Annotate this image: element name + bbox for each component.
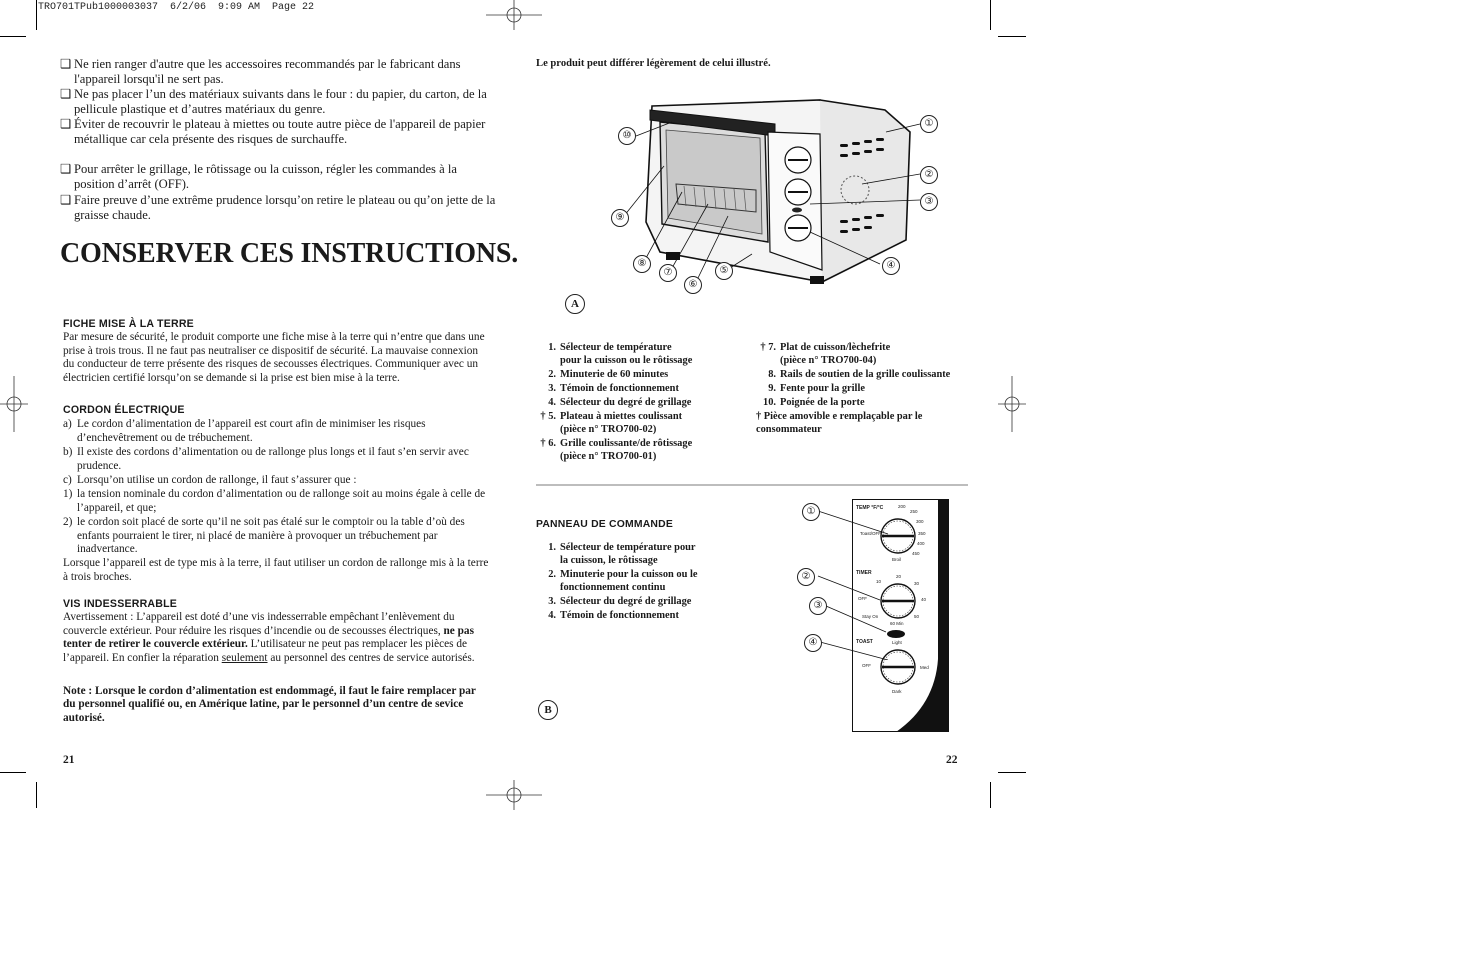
list-item: b) Il existe des cordons d’alimentation ou de rallonge plus longs et il faut s’en servir avec prudence. — [63, 446, 469, 472]
section-heading: VIS INDESSERRABLE — [63, 598, 178, 610]
cord-section — [63, 404, 491, 584]
stay-on-label: Stay On — [862, 614, 879, 619]
print-slug: TRO701TPub1000003037 6/2/06 9:09 AM Page 22 — [38, 2, 315, 13]
legend-item: 4. Sélecteur du degré de grillage — [548, 397, 692, 408]
safety-bullet: ❑ Ne pas placer l’un des matériaux suivants dans le four : du papier, du carton, de la pellicule plastique et d’autres matériaux du genre. — [60, 87, 487, 116]
legend-item: 1. Sélecteur de température pour la cuisson, le rôtissage — [548, 542, 696, 566]
callout-10: ⑩ — [618, 127, 636, 145]
toast-tick: Dark — [892, 689, 902, 694]
screw-section — [63, 598, 491, 665]
section-divider — [536, 484, 968, 486]
temp-tick: 250 — [910, 509, 918, 514]
page-number-left: 21 — [63, 754, 75, 766]
safety-bullet: ❑ Faire preuve d’une extrême prudence lorsqu’on retire le plateau ou qu’on jette de la graisse chaude. — [60, 193, 496, 222]
control-panel-heading: PANNEAU DE COMMANDE — [536, 519, 673, 530]
registration-mark-left — [0, 376, 28, 432]
temp-tick: 300 — [916, 519, 924, 524]
panel-callout-4: ④ — [804, 634, 822, 652]
section-heading: CORDON ÉLECTRIQUE — [63, 404, 185, 416]
panel-callout-2: ② — [797, 568, 815, 586]
timer-tick: 20 — [896, 574, 902, 579]
parts-legend-left — [536, 341, 746, 463]
toast-tick: Light — [892, 640, 902, 645]
registration-mark-top — [486, 0, 542, 30]
legend-item: 1. Sélecteur de température pour la cuisson ou le rôtissage — [548, 342, 693, 366]
safety-bullet: ❑ Ne rien ranger d'autre que les accessoires recommandés par le fabricant dans l'appareil lorsqu'il ne sert pas. — [60, 57, 461, 86]
paragraph: Avertissement : L’appareil est doté d’une vis indesserrable empêchant l’enlèvement du couvercle extérieur. Pour réduire les risques d’incendie ou de secousses électriques, ne pas tenter de retirer le couvercle extérieur. L’utilisateur ne peut pas remplacer les pièces de l’appareil. En confier la réparation seulement au personnel des centres de service autorisés. — [63, 611, 475, 664]
callout-8: ⑧ — [633, 255, 651, 273]
section-heading: FICHE MISE À LA TERRE — [63, 318, 194, 330]
toast-tick: Med — [920, 665, 929, 670]
temp-tick: 450 — [912, 551, 920, 556]
temp-tick: 200 — [898, 504, 906, 509]
legend-item: 3. Sélecteur du degré de grillage — [548, 596, 692, 607]
temp-tick: 400 — [917, 541, 925, 546]
legend-item: 2. Minuterie pour la cuisson ou le fonctionnement continu — [548, 569, 698, 593]
callout-7: ⑦ — [659, 264, 677, 282]
dial-label-toast: TOAST — [856, 639, 873, 645]
panel-callout-1: ① — [802, 503, 820, 521]
legend-item: 2. Minuterie de 60 minutes — [548, 369, 669, 380]
registration-mark-right — [998, 376, 1026, 432]
paragraph: Par mesure de sécurité, le produit comporte une fiche mise à la terre qui n’entre que dans une prise à trois trous. Il ne faut pas neutraliser ce dispositif de sécurité. La mauvaise connexion du conducteur de terre présente des risques de secousses électriques. Communiquer avec un électricien certifié lorsqu’on se demande si la prise est bien mise à la terre. — [63, 331, 485, 384]
timer-tick: 30 — [914, 581, 920, 586]
safety-bullet: ❑ Éviter de recouvrir le plateau à miettes ou toute autre pièce de l'appareil de papier métallique car cela présente des risques de surchauffe. — [60, 117, 486, 146]
parts-legend-right — [756, 341, 971, 436]
list-item: 1) la tension nominale du cordon d’alimentation ou de rallonge soit au moins égale à celle de l’appareil, et que; — [63, 488, 486, 514]
figure-b-label: B — [538, 700, 558, 720]
callout-9: ⑨ — [611, 209, 629, 227]
grounded-plug-section — [63, 318, 491, 385]
timer-tick: 60 Min — [890, 621, 904, 626]
note: Note : Lorsque le cordon d’alimentation est endommagé, il faut le faire remplacer par du personnel qualifié ou, en Amérique latine, par le personnel d’un centre de sevice autorisé. — [63, 685, 476, 724]
callout-3: ③ — [920, 193, 938, 211]
legend-item: 8. Rails de soutien de la grille coulissante — [768, 369, 951, 380]
callout-4: ④ — [882, 257, 900, 275]
legend-item: † 6. Grille coulissante/de rôtissage (pièce n° TRO700-01) — [540, 438, 693, 462]
registration-mark-bottom — [486, 780, 542, 810]
list-item: c) Lorsqu’on utilise un cordon de rallonge, il faut s’assurer que : — [63, 474, 357, 487]
dial-label-timer: TIMER — [856, 570, 872, 576]
callout-2: ② — [920, 166, 938, 184]
page-title: CONSERVER CES INSTRUCTIONS. — [60, 238, 519, 269]
safety-bullet: ❑ Pour arrêter le grillage, le rôtissage ou la cuisson, régler les commandes à la position d’arrêt (OFF). — [60, 162, 457, 191]
toast-off-label: OFF — [862, 663, 871, 668]
legend-footnote: † Pièce amovible e remplaçable par le consommateur — [756, 411, 923, 435]
control-panel-list — [536, 541, 736, 622]
temp-tick: 350 — [918, 531, 926, 536]
illustration-note: Le produit peut différer légèrement de celui illustré. — [536, 58, 771, 69]
callout-6: ⑥ — [684, 276, 702, 294]
list-item: 2) le cordon soit placé de sorte qu’il ne soit pas étalé sur le comptoir ou la table d’où des enfants pourraient le tirer, ni placé de manière à provoquer un trébuchement par inadvertance. — [63, 516, 465, 556]
list-item: a) Le cordon d’alimentation de l’appareil est court afin de minimiser les risques d’enchevêtrement ou de trébuchement. — [63, 418, 426, 444]
temp-off-label: Toast/OFF — [860, 531, 882, 536]
legend-item: † 7. Plat de cuisson/lèchefrite (pièce n° TRO700-04) — [760, 342, 891, 366]
paragraph: Lorsque l’appareil est de type mis à la terre, il faut utiliser un cordon de rallonge mis à la terre à trois broches. — [63, 557, 489, 583]
legend-item: † 5. Plateau à miettes coulissant (pièce n° TRO700-02) — [540, 411, 683, 435]
timer-tick: 10 — [876, 579, 882, 584]
timer-off-label: OFF — [858, 596, 867, 601]
callout-5: ⑤ — [715, 262, 733, 280]
legend-item: 9. Fente pour la grille — [768, 383, 865, 394]
callout-1: ① — [920, 115, 938, 133]
timer-tick: 50 — [914, 614, 920, 619]
legend-item: 4. Témoin de fonctionnement — [548, 610, 679, 621]
page-number-right: 22 — [946, 754, 958, 766]
legend-item: 10. Poignée de la porte — [763, 397, 865, 408]
dial-label-temp: TEMP °F/°C — [856, 505, 884, 511]
figure-a-label: A — [565, 294, 585, 314]
broil-label: Broil — [892, 557, 902, 562]
timer-tick: 40 — [921, 597, 927, 602]
legend-item: 3. Témoin de fonctionnement — [548, 383, 679, 394]
panel-callout-3: ③ — [809, 597, 827, 615]
